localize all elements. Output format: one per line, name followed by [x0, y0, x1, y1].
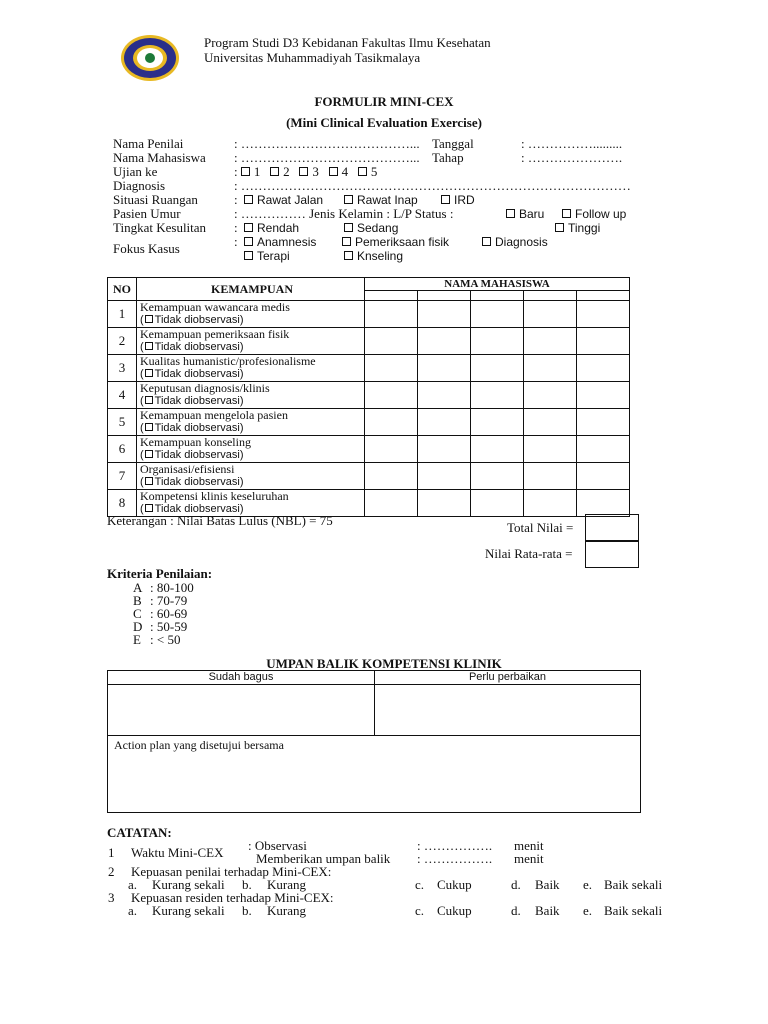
nama-mahasiswa-field[interactable]: : …………………………………...	[234, 150, 420, 165]
row-number: 5	[108, 409, 137, 436]
observasi-time-field[interactable]: : …………….	[417, 838, 493, 853]
scale-option[interactable]: Kurang sekali	[152, 877, 225, 892]
observasi-menit: menit	[514, 838, 544, 853]
label-pasien-umur: Pasien Umur	[113, 206, 181, 221]
checkbox-icon	[145, 477, 153, 485]
action-plan-field[interactable]	[108, 736, 641, 813]
not-observed-option[interactable]	[140, 449, 364, 462]
umpan-time-field[interactable]: : …………….	[417, 851, 493, 866]
score-cell[interactable]	[365, 301, 418, 328]
status-option-baru[interactable]: Baru	[506, 207, 544, 221]
action-plan-label: Action plan yang disetujui bersama	[114, 738, 284, 752]
observasi-label: : Observasi	[248, 838, 307, 853]
checkbox-icon	[244, 223, 253, 232]
perlu-perbaikan-header: Perlu perbaikan	[375, 671, 641, 685]
kesulitan-colon: :	[234, 220, 238, 235]
nama-penilai-field[interactable]: : …………………………………...	[234, 136, 420, 151]
score-cell[interactable]	[577, 409, 630, 436]
competency-label: Kemampuan pemeriksaan fisik	[140, 327, 290, 341]
situasi-option-ird[interactable]: IRD	[441, 193, 475, 207]
label-ujian-ke: Ujian ke	[113, 164, 158, 179]
fokus-option-terapi[interactable]: Terapi	[244, 249, 290, 263]
not-observed-option[interactable]	[140, 368, 364, 381]
checkbox-icon	[329, 167, 338, 176]
table-row	[108, 355, 630, 382]
keterangan: Keterangan : Nilai Batas Lulus (NBL) = 75	[107, 513, 333, 528]
score-cell[interactable]	[524, 490, 577, 517]
row-number: 4	[108, 382, 137, 409]
student-col-header	[577, 291, 630, 301]
row-number: 8	[108, 490, 137, 517]
kriteria-range: : 80-100	[150, 580, 194, 595]
nilai-rata-label: Nilai Rata-rata =	[485, 546, 573, 561]
kriteria-range: : 70-79	[150, 593, 188, 608]
checkbox-icon	[145, 504, 153, 512]
checkbox-icon	[244, 195, 253, 204]
catatan-1-no: 1	[108, 845, 115, 860]
checkbox-icon	[145, 315, 153, 323]
tahap-field[interactable]: : ………………….	[521, 150, 623, 165]
scale-letter: c.	[415, 877, 425, 892]
label-diagnosis: Diagnosis	[113, 178, 165, 193]
nilai-rata-box[interactable]	[585, 540, 639, 568]
kriteria-grade: C	[133, 606, 142, 621]
competency-cell	[137, 301, 365, 328]
kriteria-grade: D	[133, 619, 143, 634]
scale-letter: a.	[128, 903, 138, 918]
row-number: 6	[108, 436, 137, 463]
row-number: 3	[108, 355, 137, 382]
score-cell[interactable]	[577, 301, 630, 328]
label-nama-penilai: Nama Penilai	[113, 136, 184, 151]
competency-label: Kemampuan mengelola pasien	[140, 408, 288, 422]
table-header-row	[108, 278, 630, 291]
score-cell[interactable]	[577, 436, 630, 463]
checkbox-icon	[506, 209, 515, 218]
total-nilai-label: Total Nilai =	[507, 520, 574, 535]
ujian-option-5[interactable]: 5	[358, 164, 378, 179]
not-observed-label: ( Tidak diobservasi)	[140, 476, 244, 488]
checkbox-icon	[145, 396, 153, 404]
perlu-perbaikan-field[interactable]	[375, 685, 641, 736]
fokus-colon: :	[234, 234, 238, 249]
catatan-2-no: 2	[108, 864, 115, 879]
assessment-table	[107, 277, 630, 517]
checkbox-icon	[299, 167, 308, 176]
score-cell[interactable]	[524, 355, 577, 382]
checkbox-icon	[241, 167, 250, 176]
score-cell[interactable]	[365, 382, 418, 409]
kriteria-range: : 50-59	[150, 619, 188, 634]
competency-label: Organisasi/efisiensi	[140, 462, 235, 476]
not-observed-option[interactable]	[140, 341, 364, 354]
tanggal-field[interactable]: : …………….........	[521, 136, 623, 151]
checkbox-icon	[145, 450, 153, 458]
checkbox-icon	[482, 237, 491, 246]
score-cell[interactable]	[418, 490, 471, 517]
ujian-option-4[interactable]: 4	[329, 164, 349, 179]
kriteria-grade: A	[133, 580, 143, 595]
total-nilai-box[interactable]	[585, 514, 639, 542]
competency-label: Kualitas humanistic/profesionalisme	[140, 354, 316, 368]
scale-option[interactable]: Baik	[535, 903, 560, 918]
student-col-header	[524, 291, 577, 301]
scale-option[interactable]: Kurang	[267, 903, 306, 918]
umpan-balik-table	[107, 670, 641, 813]
ujian-option-2[interactable]: 2	[270, 164, 290, 179]
scale-option[interactable]: Kurang	[267, 877, 306, 892]
score-cell[interactable]	[471, 355, 524, 382]
competency-cell	[137, 328, 365, 355]
scale-option[interactable]: Cukup	[437, 877, 472, 892]
university-logo	[120, 34, 180, 82]
umpan-balik-time-label: Memberikan umpan balik	[256, 851, 391, 866]
row-number: 1	[108, 301, 137, 328]
fokus-option-pemeriksaan-fisik[interactable]: Pemeriksaan fisik	[342, 235, 449, 249]
score-cell[interactable]	[365, 463, 418, 490]
not-observed-label: ( Tidak diobservasi)	[140, 368, 244, 380]
checkbox-icon	[342, 237, 351, 246]
label-tanggal: Tanggal	[432, 136, 474, 151]
label-tingkat-kesulitan: Tingkat Kesulitan	[113, 220, 207, 235]
row-number: 2	[108, 328, 137, 355]
kesulitan-option-sedang[interactable]: Sedang	[344, 221, 398, 235]
table-row	[108, 301, 630, 328]
sudah-bagus-header: Sudah bagus	[108, 671, 375, 685]
score-cell[interactable]	[365, 328, 418, 355]
kriteria-range: : 60-69	[150, 606, 188, 621]
situasi-options: :	[234, 192, 238, 207]
scale-letter: d.	[511, 903, 521, 918]
kesulitan-option-tinggi[interactable]: Tinggi	[555, 221, 600, 235]
header-line2: Universitas Muhammadiyah Tasikmalaya	[204, 50, 421, 65]
scale-letter: b.	[242, 877, 252, 892]
scale-option[interactable]: Baik sekali	[604, 877, 663, 892]
page-subtitle: (Mini Clinical Evaluation Exercise)	[286, 115, 482, 130]
fokus-option-diagnosis[interactable]: Diagnosis	[482, 235, 548, 249]
checkbox-icon	[562, 209, 571, 218]
checkbox-icon	[270, 167, 279, 176]
score-cell[interactable]	[524, 409, 577, 436]
page-title: FORMULIR MINI-CEX	[314, 94, 454, 109]
checkbox-icon	[344, 251, 353, 260]
checkbox-icon	[145, 369, 153, 377]
score-cell[interactable]	[524, 328, 577, 355]
waktu-mini-cex-label: Waktu Mini-CEX	[131, 845, 224, 860]
umpan-balik-title: UMPAN BALIK KOMPETENSI KLINIK	[266, 656, 502, 671]
catatan-3-no: 3	[108, 890, 115, 905]
score-cell[interactable]	[577, 490, 630, 517]
kepuasan-penilai-label: Kepuasan penilai terhadap Mini-CEX:	[131, 864, 332, 879]
score-cell[interactable]	[418, 328, 471, 355]
scale-option[interactable]: Baik sekali	[604, 903, 663, 918]
sudah-bagus-field[interactable]	[108, 685, 375, 736]
checkbox-icon	[344, 195, 353, 204]
not-observed-option[interactable]	[140, 314, 364, 327]
not-observed-label: ( Tidak diobservasi)	[140, 449, 244, 461]
table-row	[108, 463, 630, 490]
ujian-option-3[interactable]: 3	[299, 164, 319, 179]
status-option-follow-up[interactable]: Follow up	[562, 207, 626, 221]
label-fokus-kasus: Fokus Kasus	[113, 241, 180, 256]
header-kemampuan: KEMAMPUAN	[137, 278, 365, 301]
score-cell[interactable]	[577, 355, 630, 382]
fokus-option-anamnesis[interactable]: Anamnesis	[244, 235, 316, 249]
student-col-header	[471, 291, 524, 301]
not-observed-label: ( Tidak diobservasi)	[140, 503, 244, 515]
competency-label: Kemampuan konseling	[140, 435, 251, 449]
fokus-option-knseling[interactable]: Knseling	[344, 249, 403, 263]
competency-cell	[137, 382, 365, 409]
scale-letter: e.	[583, 903, 593, 918]
score-cell[interactable]	[524, 463, 577, 490]
umpan-menit: menit	[514, 851, 544, 866]
scale-letter: a.	[128, 877, 138, 892]
competency-cell	[137, 463, 365, 490]
score-cell[interactable]	[471, 463, 524, 490]
score-cell[interactable]	[418, 382, 471, 409]
row-number: 7	[108, 463, 137, 490]
competency-label: Kompetensi klinis keseluruhan	[140, 489, 289, 503]
checkbox-icon	[244, 237, 253, 246]
kriteria-grade: E	[133, 632, 141, 647]
score-cell[interactable]	[418, 301, 471, 328]
checkbox-icon	[441, 195, 450, 204]
scale-option[interactable]: Kurang sekali	[152, 903, 225, 918]
score-cell[interactable]	[471, 436, 524, 463]
scale-letter: e.	[583, 877, 593, 892]
kriteria-title: Kriteria Penilaian:	[107, 566, 213, 581]
table-row	[108, 409, 630, 436]
score-cell[interactable]	[524, 382, 577, 409]
checkbox-icon	[555, 223, 564, 232]
kriteria-grade: B	[133, 593, 142, 608]
ujian-options: : 1 2 3 4 5	[234, 164, 378, 179]
checkbox-icon	[344, 223, 353, 232]
not-observed-label: ( Tidak diobservasi)	[140, 395, 244, 407]
competency-cell	[137, 355, 365, 382]
not-observed-label: ( Tidak diobservasi)	[140, 314, 244, 326]
scale-option[interactable]: Cukup	[437, 903, 472, 918]
kesulitan-option-rendah[interactable]: Rendah	[244, 221, 299, 235]
score-cell[interactable]	[524, 436, 577, 463]
student-col-header	[418, 291, 471, 301]
pasien-umur-field[interactable]: : …………… Jenis Kelamin : L/P Status :	[234, 206, 454, 221]
competency-cell	[137, 409, 365, 436]
diagnosis-field[interactable]: : ………………………………………………………………………………	[234, 178, 631, 193]
score-cell[interactable]	[418, 409, 471, 436]
score-cell[interactable]	[471, 382, 524, 409]
score-cell[interactable]	[471, 328, 524, 355]
score-cell[interactable]	[471, 490, 524, 517]
kepuasan-residen-label: Kepuasan residen terhadap Mini-CEX:	[131, 890, 334, 905]
situasi-option-rawat-inap[interactable]: Rawat Inap	[344, 193, 418, 207]
table-row	[108, 382, 630, 409]
header-line1: Program Studi D3 Kebidanan Fakultas Ilmu Kesehatan	[204, 35, 491, 50]
scale-option[interactable]: Baik	[535, 877, 560, 892]
score-cell[interactable]	[365, 409, 418, 436]
kriteria-range: : < 50	[150, 632, 181, 647]
student-col-header	[365, 291, 418, 301]
not-observed-label: ( Tidak diobservasi)	[140, 422, 244, 434]
scale-letter: d.	[511, 877, 521, 892]
competency-label: Kemampuan wawancara medis	[140, 300, 290, 314]
score-cell[interactable]	[418, 355, 471, 382]
score-cell[interactable]	[471, 409, 524, 436]
score-cell[interactable]	[577, 328, 630, 355]
table-row	[108, 436, 630, 463]
checkbox-icon	[145, 423, 153, 431]
not-observed-option[interactable]	[140, 395, 364, 408]
not-observed-option[interactable]	[140, 476, 364, 489]
situasi-option-rawat-jalan[interactable]: Rawat Jalan	[244, 193, 323, 207]
score-cell[interactable]	[471, 301, 524, 328]
score-cell[interactable]	[418, 436, 471, 463]
checkbox-icon	[244, 251, 253, 260]
competency-label: Keputusan diagnosis/klinis	[140, 381, 270, 395]
label-tahap: Tahap	[432, 150, 464, 165]
score-cell[interactable]	[365, 355, 418, 382]
catatan-title: CATATAN:	[107, 825, 172, 840]
not-observed-option[interactable]	[140, 422, 364, 435]
scale-letter: c.	[415, 903, 425, 918]
score-cell[interactable]	[365, 436, 418, 463]
scale-letter: b.	[242, 903, 252, 918]
not-observed-label: ( Tidak diobservasi)	[140, 341, 244, 353]
label-situasi-ruangan: Situasi Ruangan	[113, 192, 198, 207]
table-row	[108, 328, 630, 355]
ujian-option-1[interactable]: 1	[241, 164, 261, 179]
header-no: NO	[108, 278, 137, 301]
checkbox-icon	[145, 342, 153, 350]
score-cell[interactable]	[577, 463, 630, 490]
competency-cell	[137, 436, 365, 463]
header-nama-mahasiswa: NAMA MAHASISWA	[365, 278, 630, 291]
label-nama-mahasiswa: Nama Mahasiswa	[113, 150, 206, 165]
score-cell[interactable]	[418, 463, 471, 490]
score-cell[interactable]	[524, 301, 577, 328]
score-cell[interactable]	[577, 382, 630, 409]
checkbox-icon	[358, 167, 367, 176]
score-cell[interactable]	[365, 490, 418, 517]
